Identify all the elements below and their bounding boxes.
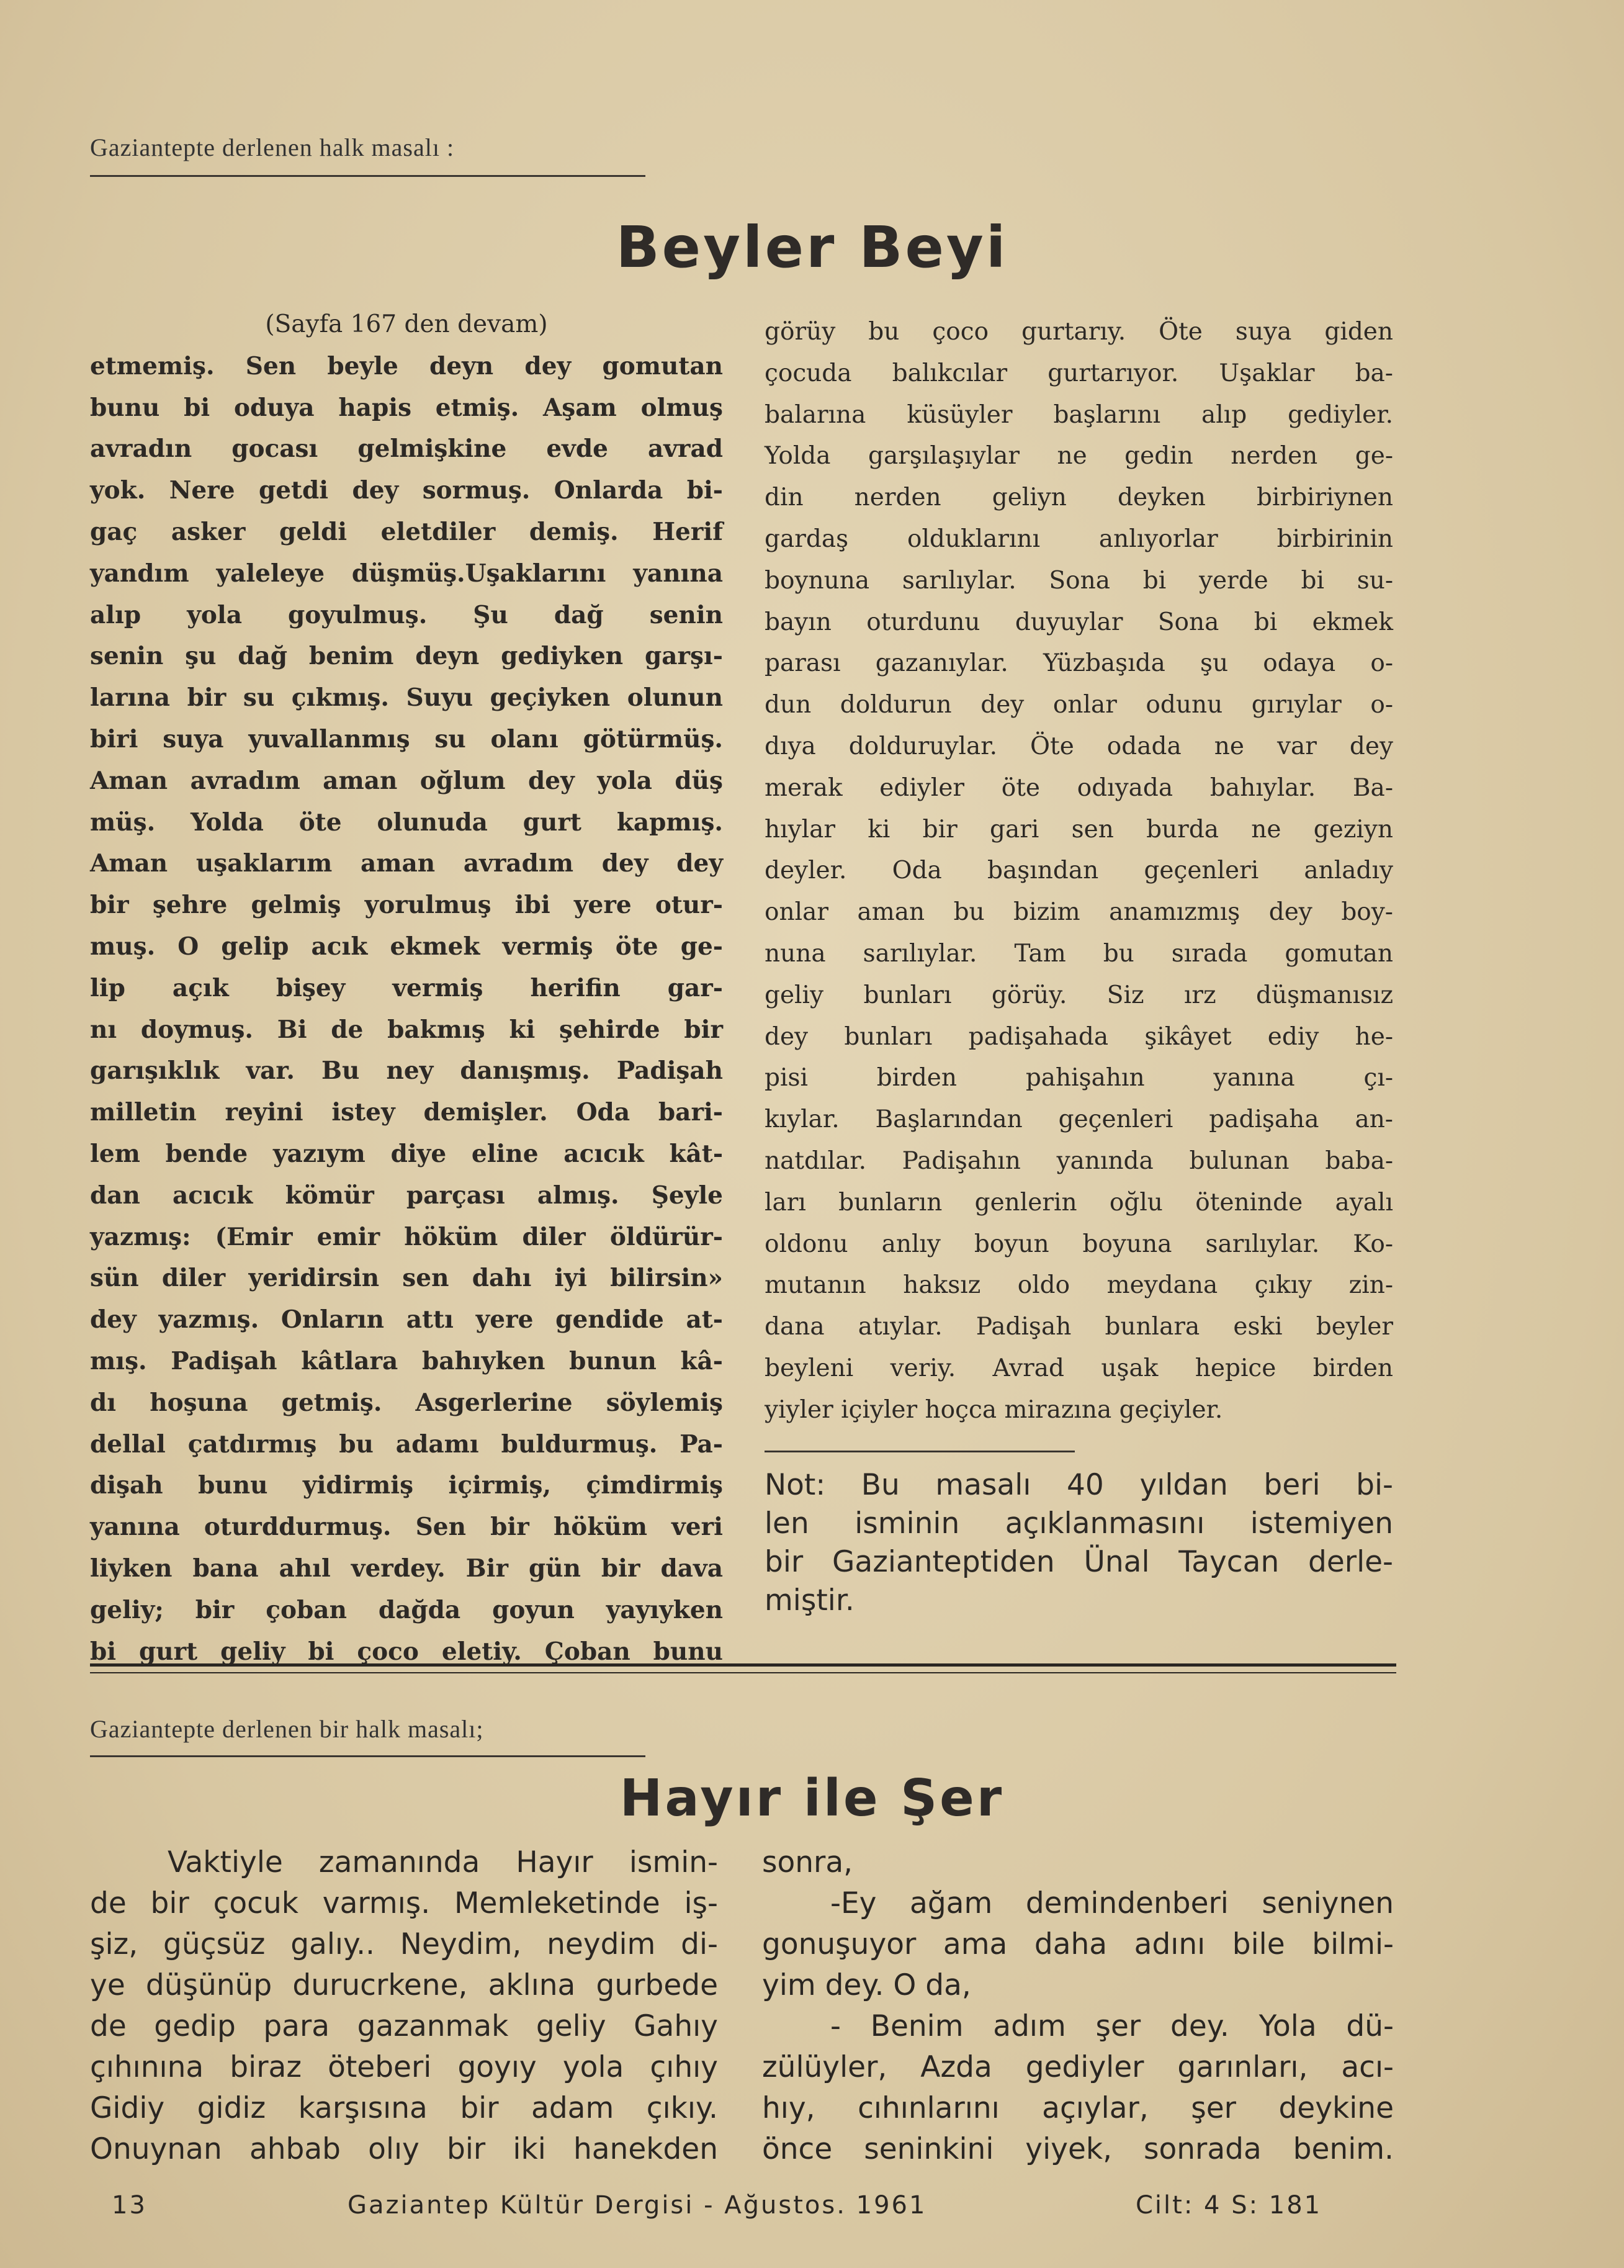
text-line: yazmış: (Emir emir höküm diler öldürür- (90, 1222, 723, 1251)
text-line: mutanın haksız oldo meydana çıkıy zin- (765, 1271, 1393, 1300)
text-line: nuna sarılıylar. Tam bu sırada gomutan (765, 939, 1393, 968)
text-line: pisi birden pahişahın yanına çı- (765, 1064, 1393, 1092)
text-line: boynuna sarılıylar. Sona bi yerde bi su- (765, 566, 1393, 595)
text-line: sonra, (762, 1845, 853, 1879)
text-line: yiyler içiyler hoçca mirazına geçiyler. (765, 1395, 1223, 1424)
text-line: şiz, güçsüz galıy.. Neydim, neydim di- (90, 1927, 718, 1961)
text-line: ları bunların genlerin oğlu ötenindе ayalı (765, 1188, 1393, 1217)
story-separator-rule (90, 1663, 1396, 1673)
text-line: balarına küsüyler başlarını alıp gediyler. (765, 400, 1393, 429)
text-line: bir şehre gelmiş yorulmuş ibi yere otur- (90, 891, 723, 920)
text-line: alıp yola goyulmuş. Şu dağ senin (90, 600, 723, 629)
text-line: dey yazmış. Onların attı yere gendide at- (90, 1305, 723, 1334)
text-line: deyler. Oda başından geçenleri anladıy (765, 857, 1393, 885)
story2-column-left (90, 1842, 718, 2170)
text-line: bir Gazianteptiden Ünal Taycan derle- (765, 1545, 1393, 1579)
text-line: çıhınına biraz öteberi goyıy yola çıhıy (90, 2050, 718, 2084)
text-line: çocuda balıkcılar gurtarıyor. Uşaklar ba- (765, 359, 1393, 387)
text-line: lip açık bişey vermiş herifin gar- (90, 973, 723, 1002)
text-line: parası gazanıylar. Yüzbaşıda şu odaya o- (765, 649, 1393, 678)
text-line: de bir çocuk varmış. Memleketinde iş- (90, 1886, 718, 1920)
kicker-underline (90, 1755, 645, 1757)
text-line: oldonu anlıy boyun boyuna sarılıylar. Ko- (765, 1230, 1393, 1258)
text-line: beyleni veriy. Avrad uşak hepice birden (765, 1354, 1393, 1382)
text-line: gaç asker geldi eletdiler demiş. Herif (90, 517, 723, 546)
story1-kicker: Gaziantepte derlenen halk masalı : (90, 133, 455, 161)
text-line: ye düşünüp durucrkene, aklına gurbede (90, 1968, 718, 2002)
note-divider (765, 1451, 1075, 1452)
text-line: de gedip para gazanmak geliy Gahıy (90, 2009, 718, 2043)
text-line: nı doymuş. Bi de bakmış ki şehirde bir (90, 1015, 723, 1044)
text-line: bi gurt geliy bi çoco eletiy. Çoban bunu (90, 1637, 723, 1666)
text-line: milletin reyini istey demişler. Oda bari- (90, 1098, 723, 1127)
text-line: Aman uşaklarım aman avradım dey dey (90, 849, 723, 878)
text-line: biri suya yuvallanmış su olanı götürmüş. (90, 724, 723, 754)
text-line: mış. Padişah kâtlara bahıyken bunun kâ- (90, 1346, 723, 1375)
story2-title: Hayır ile Şer (619, 1769, 1005, 1828)
text-line: yanına oturddurmuş. Sen bir höküm veri (90, 1513, 723, 1542)
text-line: din nerden geliyn deyken birbiriynen (765, 484, 1393, 512)
text-line: Gidiy gidiz karşısına bir adam çıkıy. (90, 2091, 718, 2125)
story2-kicker: Gaziantepte derlenen bir halk masalı; (90, 1715, 484, 1743)
text-line: hıylar ki bir gari sen burda ne geziyn (765, 815, 1393, 844)
kicker-underline (90, 175, 645, 177)
text-line: dun doldurun dey onlar odunu gırıylar o- (765, 691, 1393, 719)
text-line: dey bunları padişahada şikâyet ediy he- (765, 1022, 1393, 1051)
text-line: Vaktiyle zamanında Hayır ismin- (168, 1845, 718, 1879)
text-line: sün diler yeridirsin sen dahı iyi bilirsin» (90, 1264, 723, 1293)
text-line: görüy bu çoco gurtarıy. Öte suya giden (765, 318, 1393, 346)
text-line: onlar aman bu bizim anamızmış dey boy- (765, 898, 1393, 927)
text-line: Onuynan ahbab olıy bir iki hanekden (90, 2132, 718, 2166)
text-line: gonuşuyor ama daha adını bile bilmi- (762, 1927, 1394, 1961)
text-line: liyken bana ahıl verdey. Bir gün bir dava (90, 1554, 723, 1583)
text-line: natdılar. Padişahın yanında bulunan baba- (765, 1146, 1393, 1175)
text-line: dellal çatdırmış bu adamı buldurmuş. Pa- (90, 1429, 723, 1459)
text-line: Aman avradım aman oğlum dey yola düş (90, 766, 723, 795)
text-line: yandım yaleleye düşmüş.Uşaklarını yanına (90, 559, 723, 588)
story1-title: Beyler Beyi (616, 214, 1008, 281)
publication-line: Gaziantep Kültür Dergisi - Ağustos. 1961 (348, 2191, 927, 2220)
page-number: 13 (112, 2191, 147, 2220)
text-line: geliy bunları görüy. Siz ırz düşmanısız (765, 981, 1393, 1009)
text-line: garışıklık var. Bu ney danışmış. Padişah (90, 1056, 723, 1086)
text-line: miştir. (765, 1583, 855, 1618)
text-line: dişah bunu yidirmiş içirmiş, çimdirmiş (90, 1471, 723, 1500)
text-line: dana atıylar. Padişah bunlara eski beyler (765, 1313, 1393, 1341)
text-line: merak ediyler öte odıyada bahıylar. Ba- (765, 773, 1393, 802)
issue-info: Cilt: 4 S: 181 (1136, 2191, 1322, 2220)
author-note (765, 1466, 1393, 1620)
text-line: bayın oturdunu duyuylar Sona bi ekmek (765, 608, 1393, 636)
text-line: Yolda garşılaşıylar ne gedin nerden ge- (765, 442, 1393, 470)
text-line: yok. Nere getdi dey sormuş. Onlarda bi- (90, 476, 723, 505)
text-line: etmemiş. Sen beyle deyn dey gomutan (90, 351, 723, 380)
text-line: hıy, cıhınlarını açıylar, şer deykine (762, 2091, 1394, 2125)
story2-column-right (762, 1842, 1394, 2170)
text-line: dan acıcık kömür parçası almış. Şeyle (90, 1181, 723, 1210)
text-line: lem bende yazıym diye eline acıcık kât- (90, 1139, 723, 1168)
story1-column-right (765, 312, 1393, 1431)
story1-column-left (90, 304, 723, 1672)
text-line: kıylar. Başlarından geçenleri padişaha an- (765, 1105, 1393, 1134)
text-line: muş. O gelip acık ekmek vermiş öte ge- (90, 932, 723, 961)
text-line: dıya dolduruylar. Öte odada ne var dey (765, 732, 1393, 760)
text-line: bunu bi oduya hapis etmiş. Aşam olmuş (90, 393, 723, 422)
text-line: len isminin açıklanmasını istemiyen (765, 1506, 1393, 1541)
text-line: -Ey ağam demindenberi seniynen (830, 1886, 1394, 1920)
text-line: yim dey. O da, (762, 1968, 971, 2002)
text-line: dı hoşuna getmiş. Asgerlerine söylemiş (90, 1388, 723, 1417)
text-line: zülüyler, Azda gediyler garınları, acı- (762, 2050, 1394, 2084)
text-line: gardaş olduklarını anlıyorlar birbirinin (765, 524, 1393, 553)
text-line: geliy; bir çoban dağda goyun yayıyken (90, 1595, 723, 1624)
text-line: senin şu dağ benim deyn gediyken garşı- (90, 642, 723, 671)
text-line: müş. Yolda öte olunuda gurt kapmış. (90, 808, 723, 837)
text-line: önce seninkini yiyek, sonrada benim. (762, 2132, 1394, 2166)
text-line: larına bir su çıkmış. Suyu geçiyken olunun (90, 683, 723, 713)
text-line: - Benim adım şer dey. Yola dü- (830, 2009, 1394, 2043)
text-line: (Sayfa 167 den devam) (265, 310, 548, 338)
text-line: Not: Bu masalı 40 yıldan beri bi- (765, 1468, 1393, 1502)
text-line: avradın gocası gelmişkine evde avrad (90, 434, 723, 464)
